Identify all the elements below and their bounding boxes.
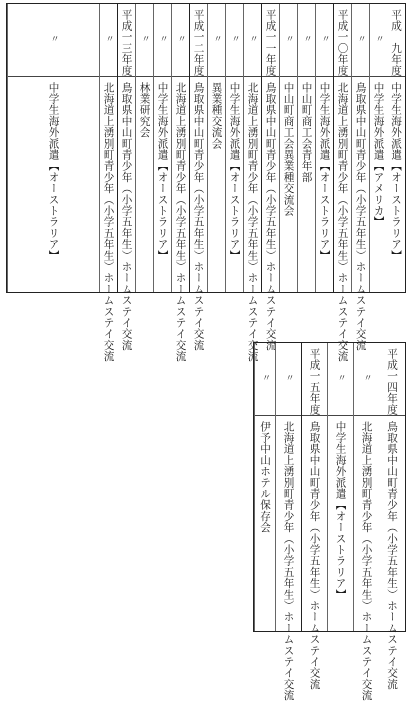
row-h10-4 (279, 4, 297, 292)
activity-cell: 北海道上湧別町青少年（小学五年生）ホームステイ交流 (282, 421, 295, 701)
activity-cell: 北海道上湧別町青少年（小学五年生）ホームステイ交流 (102, 82, 115, 362)
activity-cell: 鳥取県中山町青少年（小学五年生）ホームステイ交流 (192, 82, 205, 351)
row-h13-1 (117, 4, 135, 351)
activity-cell: 北海道上湧別町青少年（小学五年生）ホームステイ交流 (174, 82, 187, 362)
year-cell: 平成一四年度 (386, 348, 398, 416)
year-cell: 平成一三年度 (120, 9, 133, 77)
row-h12-3 (153, 4, 171, 292)
activity-cell: 中学生海外派遣【アメリカ】 (372, 82, 385, 228)
ditto-mark: 〃 (157, 34, 168, 44)
row-h09-1 (387, 4, 405, 292)
row-h15-2 (275, 343, 301, 701)
row-h11-3 (225, 4, 243, 292)
row-h14-2 (353, 343, 379, 701)
activity-cell: 鳥取県中山町青少年（小学五年生）ホームステイ交流 (120, 82, 133, 351)
year-cell: 平成一二年度 (192, 9, 205, 77)
ditto-mark: 〃 (247, 34, 258, 44)
activity-cell: 中学生海外派遣【オーストラリア】 (318, 82, 331, 262)
ditto-mark: 〃 (211, 34, 222, 44)
activity-cell: 鳥取県中山町青少年（小学五年生）ホームステイ交流 (386, 421, 398, 690)
ditto-mark: 〃 (103, 34, 114, 44)
ditto-mark: 〃 (283, 34, 294, 44)
activity-cell: 鳥取県中山町青少年（小学五年生）ホームステイ交流 (354, 82, 367, 351)
activity-cell: 北海道上湧別町青少年（小学五年生）ホームステイ交流 (360, 421, 373, 701)
year-cell: 平成一〇年度 (336, 9, 349, 77)
activity-cell: 伊予中山ホテル保存会 (259, 421, 271, 533)
row-h10-3 (297, 4, 315, 292)
activity-cell: 異業種交流会 (210, 82, 223, 150)
row-h10-2 (315, 4, 333, 292)
activity-cell: 中学生海外派遣【オーストラリア】 (156, 82, 169, 262)
ditto-mark: 〃 (355, 34, 366, 44)
activity-cell: 鳥取県中山町青少年（小学五年生）ホームステイ交流 (308, 421, 321, 690)
row-h13-3 (7, 4, 99, 292)
row-h09-3 (351, 4, 369, 351)
activity-cell: 北海道上湧別町青少年（小学五年生）ホームステイ交流 (246, 82, 259, 362)
row-h12-1 (189, 4, 207, 351)
row-h11-1 (261, 4, 279, 351)
ditto-mark: 〃 (319, 34, 330, 44)
ditto-mark: 〃 (48, 34, 59, 44)
ditto-mark: 〃 (301, 34, 312, 44)
row-h15-3 (254, 343, 275, 631)
row-h13-2 (99, 4, 117, 362)
row-h12-2 (171, 4, 189, 362)
activity-cell: 中山町商工会青年部 (300, 82, 313, 183)
row-h12-4 (135, 4, 153, 292)
activity-cell: 中学生海外派遣【オーストラリア】 (390, 82, 402, 262)
activity-cell: 中学生海外派遣【オーストラリア】 (334, 421, 347, 601)
activity-cell: 林業研究会 (138, 82, 151, 138)
activity-cell: 鳥取県中山町青少年（小学五年生）ホームステイ交流 (264, 82, 277, 351)
exchange-table-2 (253, 342, 406, 701)
row-h14-3 (327, 343, 353, 631)
ditto-mark: 〃 (229, 34, 240, 44)
year-cell: 平成一一年度 (264, 9, 277, 77)
row-h14-1 (379, 343, 405, 690)
ditto-mark: 〃 (139, 34, 150, 44)
ditto-mark: 〃 (373, 34, 384, 44)
row-h09-2 (369, 4, 387, 292)
activity-cell: 北海道上湧別町青少年（小学五年生）ホームステイ交流 (336, 82, 349, 362)
row-h10-1 (333, 4, 351, 362)
ditto-mark: 〃 (335, 373, 346, 383)
exchange-table-1 (6, 3, 406, 362)
ditto-mark: 〃 (283, 373, 294, 383)
row-h15-1 (301, 343, 327, 690)
row-h11-4 (207, 4, 225, 292)
ditto-mark: 〃 (361, 373, 372, 383)
activity-cell: 中学生海外派遣【オーストラリア】 (228, 82, 241, 262)
ditto-mark: 〃 (260, 373, 270, 383)
row-h11-2 (243, 4, 261, 362)
ditto-mark: 〃 (175, 34, 186, 44)
year-cell: 平成 九年度 (390, 9, 402, 77)
activity-cell: 中学生海外派遣【オーストラリア】 (47, 82, 60, 262)
year-cell: 平成一五年度 (308, 348, 321, 416)
activity-cell: 中山町商工会異業種交流会 (282, 82, 295, 217)
